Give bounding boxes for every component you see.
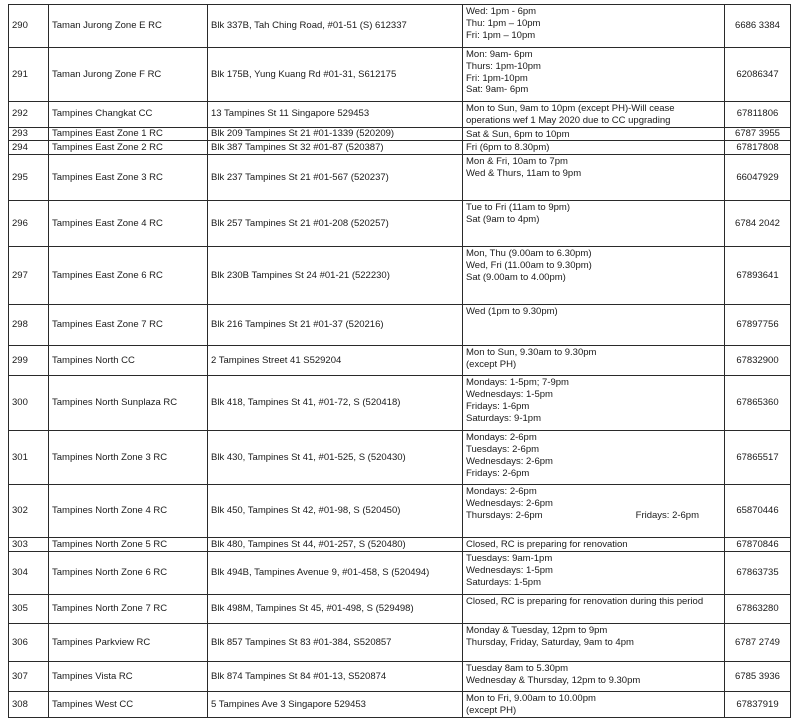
row-number: 293	[9, 127, 49, 141]
table-row	[9, 247, 791, 305]
rc-address: Blk 430, Tampines St 41, #01-525, S (520430)	[208, 431, 463, 485]
hours-line: Wednesday & Thursday, 12pm to 9.30pm	[466, 674, 641, 686]
rc-opening-hours	[463, 538, 725, 552]
rc-opening-hours	[463, 5, 725, 48]
rc-phone: 6787 2749	[725, 623, 791, 661]
rc-name: Tampines East Zone 4 RC	[49, 201, 208, 247]
rc-address: Blk 418, Tampines St 41, #01-72, S (520418)	[208, 376, 463, 431]
rc-opening-hours	[463, 346, 725, 376]
rc-address: Blk 480, Tampines St 44, #01-257, S (520480)	[208, 538, 463, 552]
hours-line: Closed, RC is preparing for renovation during this period	[466, 595, 704, 607]
rc-opening-hours	[463, 247, 725, 305]
rc-opening-hours	[463, 305, 725, 346]
table-row	[9, 346, 791, 376]
hours-line: Mon, Thu (9.00am to 6.30pm)	[466, 248, 592, 260]
rc-opening-hours	[463, 141, 725, 155]
rc-opening-hours	[463, 594, 725, 623]
rc-phone: 66047929	[725, 155, 791, 201]
rc-address: Blk 216 Tampines St 21 #01-37 (520216)	[208, 305, 463, 346]
rc-name: Tampines West CC	[49, 691, 208, 717]
hours-line: Fri: 1pm-10pm	[466, 72, 528, 84]
hours-line: Sat (9.00am to 4.00pm)	[466, 271, 566, 283]
row-number: 298	[9, 305, 49, 346]
rc-name: Tampines North CC	[49, 346, 208, 376]
rc-address: 5 Tampines Ave 3 Singapore 529453	[208, 691, 463, 717]
row-number: 303	[9, 538, 49, 552]
hours-line: Wednesdays: 1-5pm	[466, 388, 553, 400]
rc-phone: 67817808	[725, 141, 791, 155]
rc-name: Taman Jurong Zone F RC	[49, 48, 208, 102]
rc-address: Blk 874 Tampines St 84 #01-13, S520874	[208, 661, 463, 691]
hours-line: Wed, Fri (11.00am to 9.30pm)	[466, 259, 592, 271]
row-number: 295	[9, 155, 49, 201]
table-row	[9, 141, 791, 155]
rc-name: Tampines North Zone 4 RC	[49, 485, 208, 538]
hours-line: (except PH)	[466, 358, 517, 370]
hours-line: Mon to Fri, 9.00am to 10.00pm	[466, 692, 596, 704]
rc-phone: 67832900	[725, 346, 791, 376]
rc-name: Tampines North Zone 5 RC	[49, 538, 208, 552]
row-number: 305	[9, 594, 49, 623]
rc-address: Blk 230B Tampines St 24 #01-21 (522230)	[208, 247, 463, 305]
hours-line: Thursdays: 2-6pm	[466, 509, 543, 521]
hours-line: Tuesdays: 2-6pm	[466, 443, 540, 455]
rc-name: Tampines North Sunplaza RC	[49, 376, 208, 431]
hours-line: Saturdays: 9-1pm	[466, 412, 541, 424]
rc-phone: 67865517	[725, 431, 791, 485]
rc-name: Tampines East Zone 7 RC	[49, 305, 208, 346]
hours-line: Wednesdays: 2-6pm	[466, 497, 553, 509]
rc-name: Tampines North Zone 7 RC	[49, 594, 208, 623]
table-row	[9, 623, 791, 661]
table-row	[9, 485, 791, 538]
hours-line: (except PH)	[466, 704, 517, 716]
rc-address: Blk 857 Tampines St 83 #01-384, S520857	[208, 623, 463, 661]
hours-line: Tuesday 8am to 5.30pm	[466, 662, 569, 674]
hours-line: Fridays: 1-6pm	[466, 400, 530, 412]
hours-line: Wed (1pm to 9.30pm)	[466, 306, 558, 318]
hours-line: Mondays: 1-5pm; 7-9pm	[466, 377, 569, 389]
table-row	[9, 594, 791, 623]
rc-opening-hours	[463, 102, 725, 128]
row-number: 290	[9, 5, 49, 48]
rc-address: Blk 209 Tampines St 21 #01-1339 (520209)	[208, 127, 463, 141]
row-number: 299	[9, 346, 49, 376]
rc-phone: 67897756	[725, 305, 791, 346]
rc-address: 13 Tampines St 11 Singapore 529453	[208, 102, 463, 128]
row-number: 291	[9, 48, 49, 102]
rc-phone: 6787 3955	[725, 127, 791, 141]
table-row	[9, 376, 791, 431]
rc-address: Blk 498M, Tampines St 45, #01-498, S (529498)	[208, 594, 463, 623]
rc-phone: 67865360	[725, 376, 791, 431]
hours-line: Monday & Tuesday, 12pm to 9pm	[466, 624, 608, 636]
row-number: 296	[9, 201, 49, 247]
rc-address: Blk 175B, Yung Kuang Rd #01-31, S612175	[208, 48, 463, 102]
rc-opening-hours	[463, 485, 725, 538]
table-row	[9, 305, 791, 346]
table-row	[9, 551, 791, 594]
rc-opening-hours	[463, 127, 725, 141]
rc-address: Blk 337B, Tah Ching Road, #01-51 (S) 612337	[208, 5, 463, 48]
table-row	[9, 48, 791, 102]
rc-phone: 67863735	[725, 551, 791, 594]
table-row	[9, 127, 791, 141]
row-number: 308	[9, 691, 49, 717]
rc-address: Blk 237 Tampines St 21 #01-567 (520237)	[208, 155, 463, 201]
hours-line: Mondays: 2-6pm	[466, 486, 537, 498]
rc-name: Tampines North Zone 6 RC	[49, 551, 208, 594]
rc-address: Blk 450, Tampines St 42, #01-98, S (520450)	[208, 485, 463, 538]
hours-line: Closed, RC is preparing for renovation	[466, 539, 628, 551]
rc-name: Tampines East Zone 1 RC	[49, 127, 208, 141]
row-number: 297	[9, 247, 49, 305]
rc-opening-hours	[463, 691, 725, 717]
hours-line: Wednesdays: 1-5pm	[466, 564, 553, 576]
hours-line: Mondays: 2-6pm	[466, 432, 537, 444]
hours-line: Wednesdays: 2-6pm	[466, 455, 553, 467]
hours-line: Tuesdays: 9am-1pm	[466, 552, 553, 564]
hours-line: Fridays: 2-6pm	[466, 467, 530, 479]
table-row	[9, 691, 791, 717]
rc-phone: 67837919	[725, 691, 791, 717]
rc-phone: 62086347	[725, 48, 791, 102]
rc-name: Tampines East Zone 2 RC	[49, 141, 208, 155]
rc-phone: 67863280	[725, 594, 791, 623]
rc-directory-table	[8, 4, 791, 718]
hours-line: Mon: 9am- 6pm	[466, 49, 533, 60]
hours-line: Mon to Sun, 9am to 10pm (except PH)-Will cease operations wef 1 May 2020 due to CC upgrading	[466, 103, 675, 126]
table-row	[9, 201, 791, 247]
hours-line: Saturdays: 1-5pm	[466, 576, 541, 588]
hours-line: Mon to Sun, 9.30am to 9.30pm	[466, 347, 597, 359]
hours-line: Sat & Sun, 6pm to 10pm	[466, 128, 570, 140]
rc-phone: 67870846	[725, 538, 791, 552]
row-number: 306	[9, 623, 49, 661]
table-body	[9, 5, 791, 718]
table-row	[9, 155, 791, 201]
rc-phone: 6686 3384	[725, 5, 791, 48]
rc-address: Blk 494B, Tampines Avenue 9, #01-458, S (520494)	[208, 551, 463, 594]
table-row	[9, 102, 791, 128]
hours-line: Wed & Thurs, 11am to 9pm	[466, 167, 582, 179]
rc-address: Blk 257 Tampines St 21 #01-208 (520257)	[208, 201, 463, 247]
hours-line: Thursday, Friday, Saturday, 9am to 4pm	[466, 636, 634, 648]
hours-line: Fri: 1pm – 10pm	[466, 29, 536, 41]
hours-line: Tue to Fri (11am to 9pm)	[466, 202, 571, 214]
row-number: 307	[9, 661, 49, 691]
hours-line: Thurs: 1pm-10pm	[466, 60, 541, 72]
rc-opening-hours	[463, 376, 725, 431]
rc-opening-hours	[463, 551, 725, 594]
rc-phone: 67893641	[725, 247, 791, 305]
hours-line: Wed: 1pm - 6pm	[466, 6, 537, 17]
table-row	[9, 538, 791, 552]
row-number: 294	[9, 141, 49, 155]
table-row	[9, 661, 791, 691]
table-row	[9, 431, 791, 485]
rc-name: Tampines Parkview RC	[49, 623, 208, 661]
row-number: 292	[9, 102, 49, 128]
hours-line: Thu: 1pm – 10pm	[466, 17, 541, 29]
rc-phone: 6785 3936	[725, 661, 791, 691]
rc-opening-hours	[463, 623, 725, 661]
row-number: 304	[9, 551, 49, 594]
rc-opening-hours	[463, 48, 725, 102]
hours-line-pair	[466, 510, 721, 522]
hours-line: Sat (9am to 4pm)	[466, 213, 540, 225]
table-row	[9, 5, 791, 48]
hours-line: Sat: 9am- 6pm	[466, 84, 529, 96]
rc-name: Taman Jurong Zone E RC	[49, 5, 208, 48]
row-number: 300	[9, 376, 49, 431]
rc-name: Tampines North Zone 3 RC	[49, 431, 208, 485]
hours-line: Fridays: 2-6pm	[635, 509, 699, 521]
hours-line: Mon & Fri, 10am to 7pm	[466, 156, 568, 168]
rc-phone: 67811806	[725, 102, 791, 128]
rc-opening-hours	[463, 155, 725, 201]
rc-address: Blk 387 Tampines St 32 #01-87 (520387)	[208, 141, 463, 155]
hours-line: Fri (6pm to 8.30pm)	[466, 142, 550, 154]
row-number: 302	[9, 485, 49, 538]
rc-address: 2 Tampines Street 41 S529204	[208, 346, 463, 376]
rc-phone: 65870446	[725, 485, 791, 538]
rc-opening-hours	[463, 431, 725, 485]
rc-name: Tampines East Zone 3 RC	[49, 155, 208, 201]
rc-name: Tampines East Zone 6 RC	[49, 247, 208, 305]
rc-name: Tampines Changkat CC	[49, 102, 208, 128]
rc-opening-hours	[463, 661, 725, 691]
rc-opening-hours	[463, 201, 725, 247]
rc-phone: 6784 2042	[725, 201, 791, 247]
row-number: 301	[9, 431, 49, 485]
rc-name: Tampines Vista RC	[49, 661, 208, 691]
